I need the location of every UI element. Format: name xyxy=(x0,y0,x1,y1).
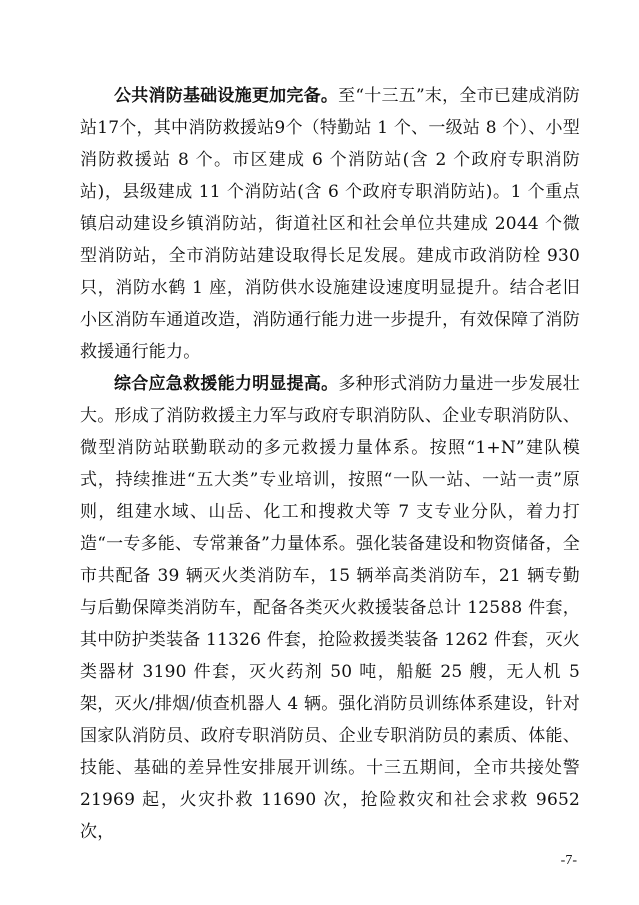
page-number: -7- xyxy=(560,853,577,868)
paragraph-lead: 综合应急救援能力明显提高。 xyxy=(114,374,339,394)
paragraph-lead: 公共消防基础设施更加完备。 xyxy=(114,86,339,106)
paragraph-text: 多种形式消防力量进一步发展壮大。形成了消防救援主力军与政府专职消防队、企业专职消防队、微型消防站联勤联动的多元救援力量体系。按照“1+N”建队模式，持续推进“五大类”专业培训，按照“一队一站、一站一责”原则，组建水域、山岳、化工和搜救犬等 7 支专业分队，着力打造“一专多能、专常兼备”力量体系。强化装备建设和物资储备，全市共配备 39 辆灭火类消防车，15 辆举高类消防车，21 辆专勤与后勤保障类消防车，配备各类灭火救援装备总计 12588 件套，其中防护类装备 11326 件套，抢险救援类装备 1262 件套，灭火类器材 3190 件套，灭火药剂 50 吨，船艇 25 艘，无人机 5 架，灭火/排烟/侦查机器人 4 辆。强化消防员训练体系建设，针对国家队消防员、政府专职消防员、企业专职消防员的素质、体能、技能、基础的差异性安排展开训练。十三五期间，全市共接处警 21969 起，火灾扑救 11690 次，抢险救灾和社会求救 9652 次， xyxy=(80,374,580,842)
document-body xyxy=(80,80,580,848)
paragraph-emergency-rescue xyxy=(80,368,580,848)
paragraph-infrastructure xyxy=(80,80,580,368)
paragraph-text: 至“十三五”末，全市已建成消防站17个，其中消防救援站9个（特勤站 1 个、一级站 8 个）、小型消防救援站 8 个。市区建成 6 个消防站(含 2 个政府专职消防站)，县级建成 11 个消防站(含 6 个政府专职消防站)。1 个重点镇启动建设乡镇消防站，街道社区和社会单位共建成 2044 个微型消防站，全市消防站建设取得长足发展。建成市政消防栓 930 只，消防水鹤 1 座，消防供水设施建设速度明显提升。结合老旧小区消防车通道改造，消防通行能力进一步提升，有效保障了消防救援通行能力。 xyxy=(80,86,580,362)
